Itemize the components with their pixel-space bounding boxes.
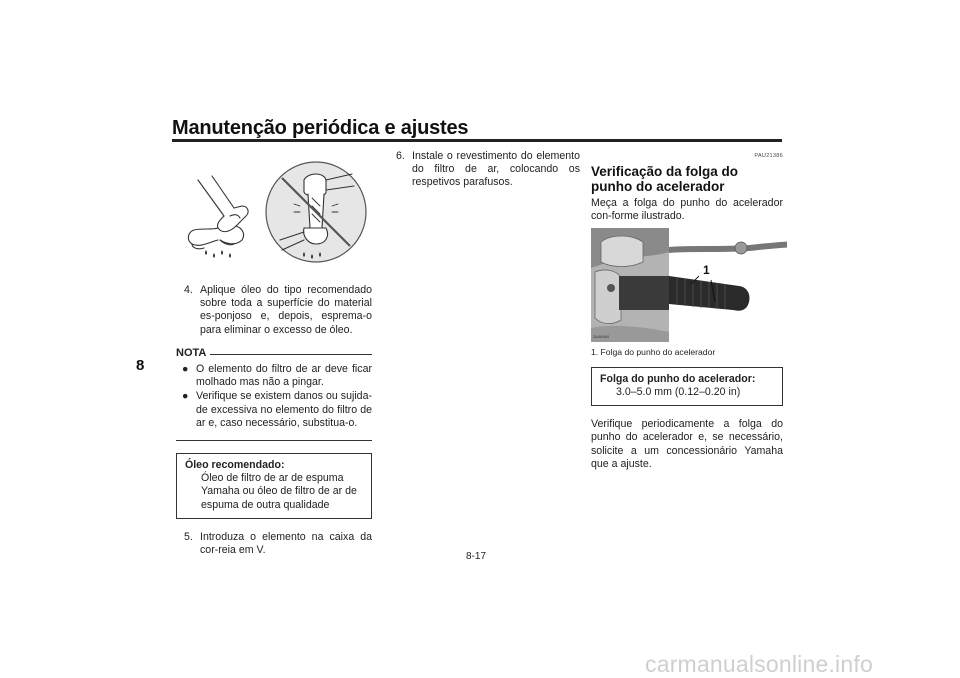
intro-paragraph: Meça a folga do punho do acelerador con-forme ilustrado.	[591, 197, 783, 223]
list-item	[176, 363, 372, 389]
bullet-icon: ●	[182, 363, 189, 376]
step-number: 5.	[184, 530, 193, 543]
chapter-tab	[127, 142, 157, 390]
step-4	[176, 284, 372, 337]
step-text: Introduza o elemento na caixa da cor-reia em V.	[200, 530, 372, 557]
chapter-number: 8	[136, 357, 145, 374]
note-list	[176, 363, 372, 430]
callout-label: 1	[703, 262, 710, 277]
right-column	[591, 150, 783, 471]
page-number: 8-17	[466, 551, 487, 562]
step-text: Instale o revestimento do elemento do filtro de ar, colocando os respetivos parafusos.	[412, 150, 580, 189]
spec-title: Óleo recomendado:	[185, 459, 285, 472]
figure-caption: 1. Folga do punho do acelerador	[591, 346, 716, 357]
image-code: ZAUM1664	[593, 334, 610, 339]
note-end-rule	[176, 440, 372, 441]
section-title: Verificação da folga do punho do acelerador	[591, 164, 739, 195]
prohibited-wringing-icon	[266, 162, 366, 262]
hand-squeeze-icon	[176, 150, 372, 278]
throttle-freeplay-spec-box	[591, 367, 783, 406]
note-header	[176, 347, 372, 360]
step-number: 4.	[184, 284, 193, 296]
bullet-icon: ●	[182, 390, 189, 403]
note-item-text: O elemento do filtro de ar deve ficar molhado mas não a pingar.	[196, 363, 372, 389]
watermark: carmanualsonline.info	[645, 651, 873, 677]
left-column	[176, 150, 372, 557]
step-text: Aplique óleo do tipo recomendado sobre toda a superfície do material es-ponjoso e, depois, esprema-o para eliminar o excesso de óleo.	[200, 284, 372, 336]
middle-column	[388, 150, 580, 190]
step-number: 6.	[396, 150, 405, 162]
step-5	[176, 531, 372, 557]
header-rule	[172, 139, 782, 142]
filter-illustration	[176, 150, 372, 278]
list-item	[176, 390, 372, 430]
spec-title: Folga do punho do acelerador:	[600, 372, 756, 385]
spec-value: 3.0–5.0 mm (0.12–0.20 in)	[616, 386, 741, 399]
note-rule	[210, 354, 372, 355]
page-title: Manutenção periódica e ajustes	[172, 117, 469, 139]
note-label: NOTA	[176, 346, 207, 359]
spec-value: Óleo de filtro de ar de espuma Yamaha ou óleo de filtro de ar de espuma de outra qualidade	[201, 472, 357, 511]
throttle-photo-area	[591, 228, 787, 342]
step-6	[388, 150, 580, 190]
throttle-grip-photo	[669, 228, 787, 342]
throttle-photo	[591, 228, 669, 342]
section-code: PAU21386	[754, 153, 783, 159]
note-item-text: Verifique se existem danos ou sujida-de excessiva no elemento do filtro de ar e, caso necessário, substitua-o.	[196, 390, 372, 429]
recommended-oil-box	[176, 453, 372, 519]
outro-paragraph: Verifique periodicamente a folga do punho do acelerador e, se necessário, solicite a um concessionário Yamaha que a ajuste.	[591, 418, 783, 470]
